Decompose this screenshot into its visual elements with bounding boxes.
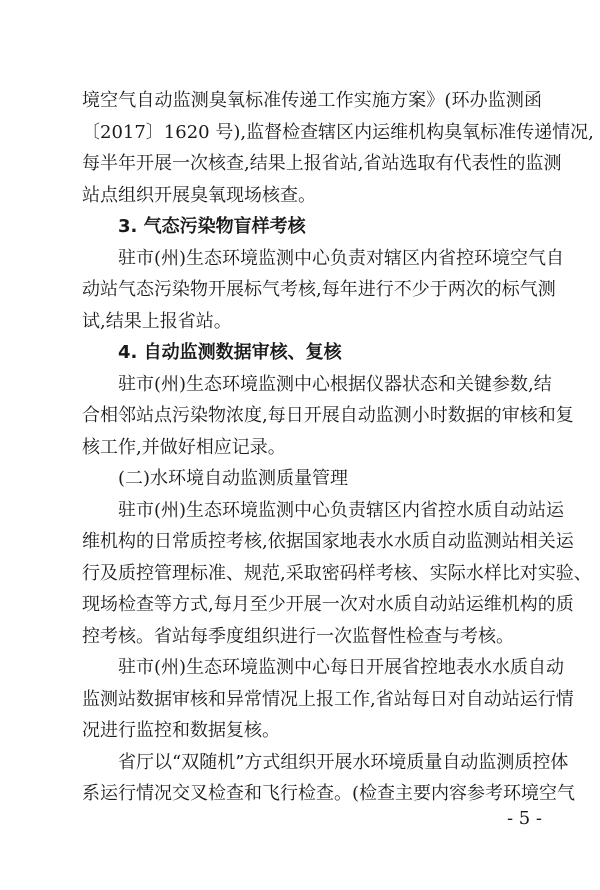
text-line: 控考核。省站每季度组织进行一次监督性检查与考核。 [82, 625, 514, 647]
document-body [82, 85, 594, 810]
text-line: 动站气态污染物开展标气考核,每年进行不少于两次的标气测 [82, 279, 556, 300]
text-line: 驻市(州)生态环境监测中心负责对辖区内省控环境空气自 [118, 247, 565, 269]
text-line: 每半年开展一次核查,结果上报省站,省站选取有代表性的监测 [82, 153, 562, 174]
text-line: 〔2017〕1620 号),监督检查辖区内运维机构臭氧标准传递情况, [82, 121, 594, 143]
text-line: 现场检查等方式,每月至少开展一次对水质自动站运维机构的质 [82, 594, 574, 615]
text-line: 驻市(州)生态环境监测中心负责辖区内省控水质自动站运 [118, 499, 565, 521]
text-line: 行及质控管理标准、规范,采取密码样考核、实际水样比对实验、 [82, 562, 592, 584]
text-line: 合相邻站点污染物浓度,每日开展自动监测小时数据的审核和复 [82, 405, 574, 426]
text-line: 站点组织开展臭氧现场核查。 [82, 184, 316, 206]
text-line: 系运行情况交叉检查和飞行检查。(检查主要内容参考环境空气 [82, 783, 576, 804]
text-line: 监测站数据审核和异常情况上报工作,省站每日对自动站运行情 [82, 688, 574, 710]
section-heading: 3. 气态污染物盲样考核 [118, 216, 306, 237]
section-heading: 4. 自动监测数据审核、复核 [118, 342, 342, 363]
text-line: 况进行监控和数据复核。 [82, 720, 280, 741]
section-heading: (二)水环境自动监测质量管理 [118, 468, 349, 489]
text-line: 境空气自动监测臭氧标准传递工作实施方案》(环办监测函 [82, 90, 542, 111]
page-number: - 5 - [506, 808, 542, 829]
text-line: 驻市(州)生态环境监测中心每日开展省控地表水水质自动 [118, 657, 565, 678]
text-line: 试,结果上报省站。 [82, 310, 232, 332]
text-line: 省厅以“双随机”方式组织开展水环境质量自动监测质控体 [118, 751, 569, 773]
text-line: 驻市(州)生态环境监测中心根据仪器状态和关键参数,结 [118, 373, 552, 395]
text-line: 维机构的日常质控考核,依据国家地表水水质自动监测站相关运 [82, 531, 574, 552]
text-line: 核工作,并做好相应记录。 [82, 436, 286, 458]
